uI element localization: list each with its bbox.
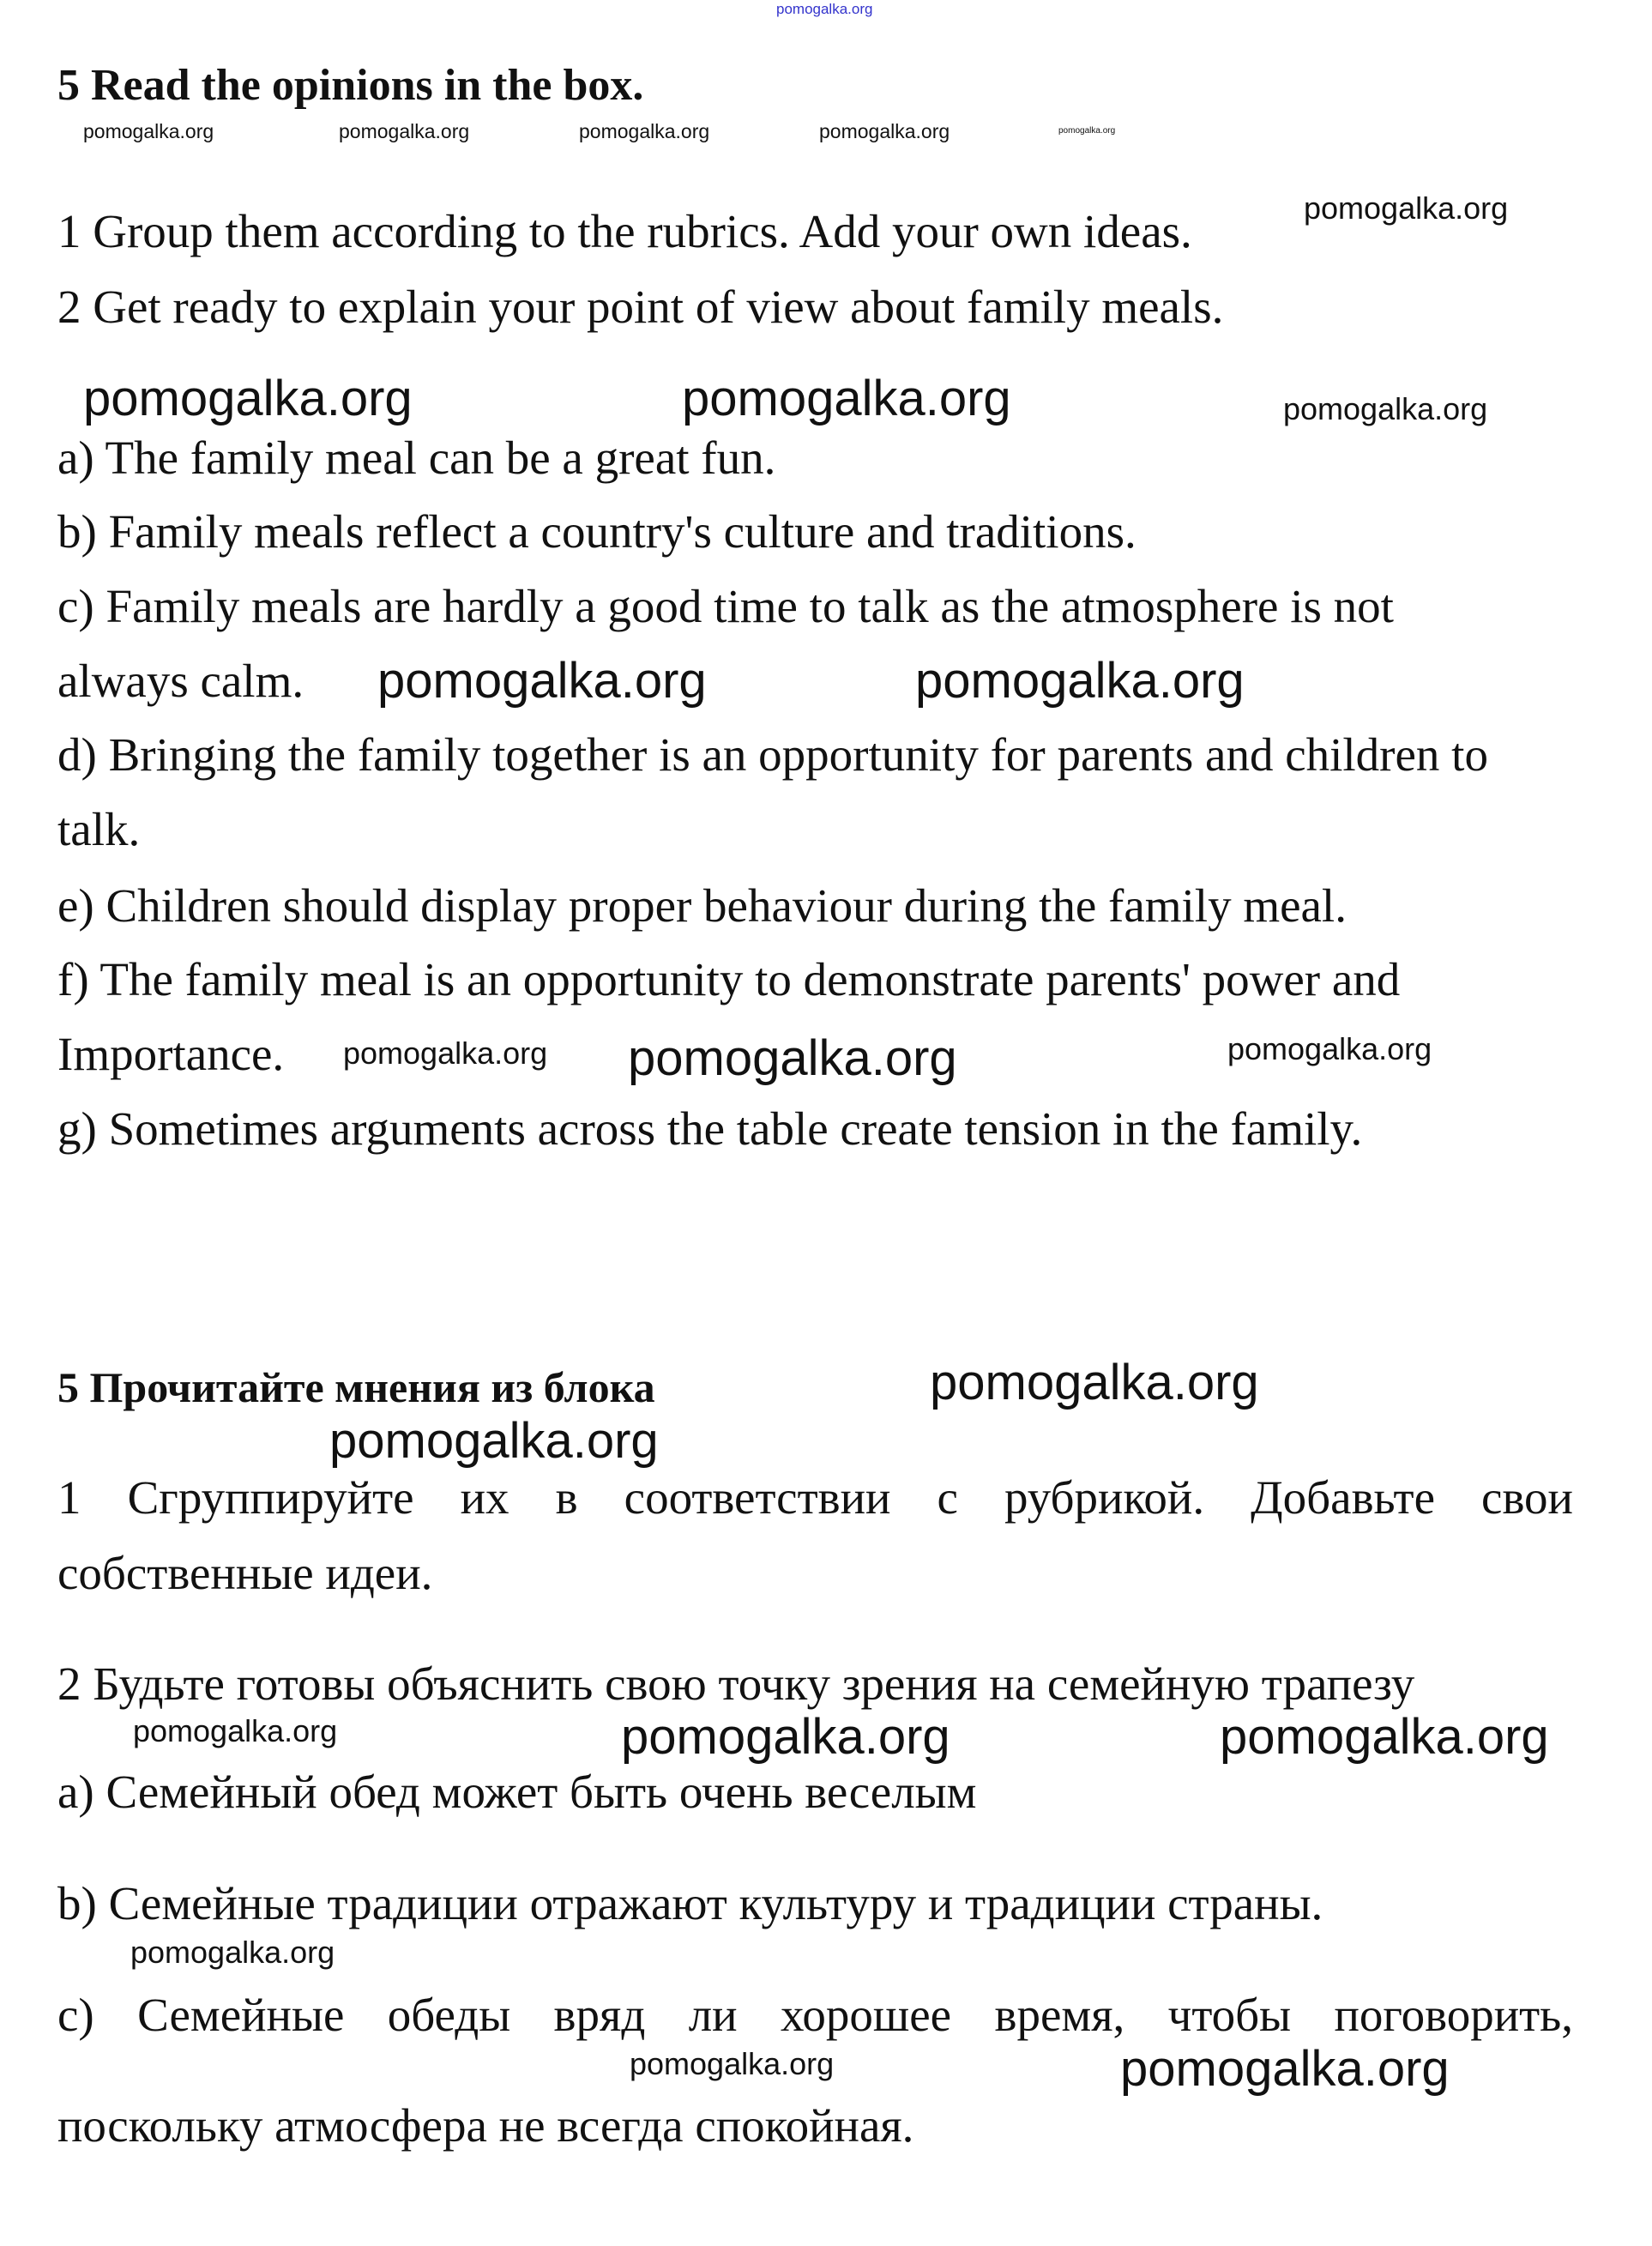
russian-opinion-b: b) Семейные традиции отражают культуру и традиции страны. bbox=[57, 1877, 1323, 1929]
opinion-b: b) Family meals reflect a country's culture and traditions. bbox=[57, 505, 1137, 558]
instruction-2: 2 Get ready to explain your point of view about family meals. bbox=[57, 281, 1224, 333]
watermark: pomogalka.org bbox=[83, 371, 413, 426]
russian-instruction-1-line2: собственные идеи. bbox=[57, 1547, 433, 1599]
watermark: pomogalka.org bbox=[1227, 1031, 1432, 1066]
watermark: pomogalka.org bbox=[579, 120, 710, 142]
russian-title: 5 Прочитайте мнения из блока bbox=[57, 1363, 655, 1411]
opinion-f-line2: Importance. bbox=[57, 1028, 285, 1080]
watermark: pomogalka.org bbox=[915, 653, 1245, 709]
watermark: pomogalka.org bbox=[339, 120, 470, 142]
opinion-f-line1: f) The family meal is an opportunity to demonstrate parents' power and bbox=[57, 953, 1401, 1005]
watermark: pomogalka.org bbox=[628, 1030, 957, 1086]
watermark: pomogalka.org bbox=[1120, 2041, 1450, 2097]
watermark: pomogalka.org bbox=[83, 120, 214, 142]
watermark: pomogalka.org bbox=[329, 1413, 659, 1469]
opinion-c-line1: c) Family meals are hardly a good time to talk as the atmosphere is not bbox=[57, 580, 1394, 632]
russian-instruction-1-line1: 1 Сгруппируйте их в соответствии с рубрикой. Добавьте свои bbox=[57, 1471, 1573, 1524]
opinion-d-line1: d) Bringing the family together is an opportunity for parents and children to bbox=[57, 728, 1488, 781]
watermark: pomogalka.org bbox=[1283, 391, 1488, 426]
watermark: pomogalka.org bbox=[1304, 190, 1509, 226]
watermark: pomogalka.org bbox=[377, 653, 707, 709]
opinion-c-line2: always calm. bbox=[57, 655, 304, 707]
watermark: pomogalka.org bbox=[682, 371, 1011, 426]
watermark: pomogalka.org bbox=[130, 1935, 335, 1970]
top-watermark: pomogalka.org bbox=[776, 1, 873, 17]
watermark: pomogalka.org bbox=[1058, 126, 1116, 136]
russian-opinion-a: a) Семейный обед может быть очень веселым bbox=[57, 1766, 977, 1818]
opinion-a: a) The family meal can be a great fun. bbox=[57, 432, 776, 484]
watermark: pomogalka.org bbox=[621, 1709, 950, 1765]
instruction-1: 1 Group them according to the rubrics. Add your own ideas. bbox=[57, 205, 1192, 257]
exercise-title: 5 Read the opinions in the box. bbox=[57, 61, 644, 110]
watermark: pomogalka.org bbox=[819, 120, 950, 142]
watermark: pomogalka.org bbox=[630, 2046, 835, 2081]
watermark: pomogalka.org bbox=[133, 1713, 338, 1748]
watermark: pomogalka.org bbox=[1220, 1709, 1549, 1765]
opinion-g: g) Sometimes arguments across the table create tension in the family. bbox=[57, 1102, 1363, 1155]
watermark: pomogalka.org bbox=[343, 1035, 548, 1071]
opinion-e: e) Children should display proper behaviour during the family meal. bbox=[57, 879, 1347, 932]
russian-opinion-c-line2: поскольку атмосфера не всегда спокойная. bbox=[57, 2099, 914, 2152]
watermark: pomogalka.org bbox=[930, 1355, 1259, 1410]
opinion-d-line2: talk. bbox=[57, 803, 141, 855]
russian-instruction-2: 2 Будьте готовы объяснить свою точку зрения на семейную трапезу bbox=[57, 1657, 1415, 1710]
russian-opinion-c-line1: c) Семейные обеды вряд ли хорошее время, чтобы поговорить, bbox=[57, 1989, 1573, 2041]
